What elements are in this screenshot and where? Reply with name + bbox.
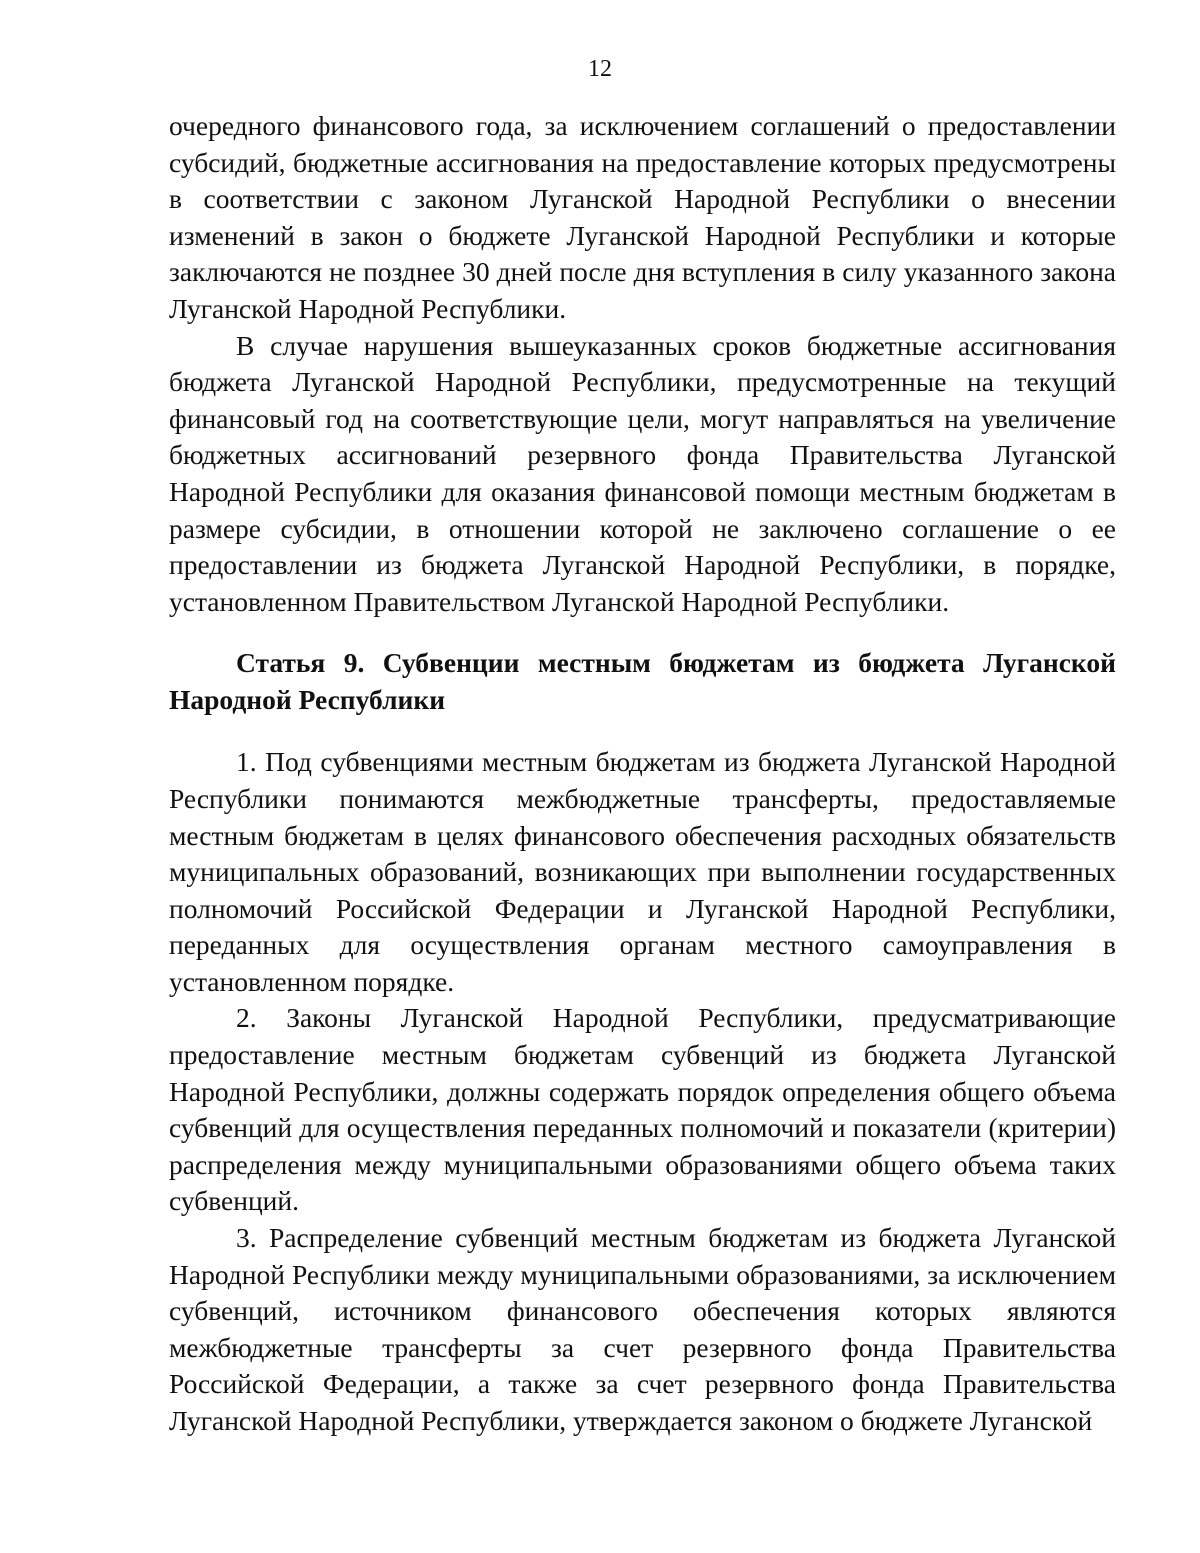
paragraph-article-9-item-2: 2. Законы Луганской Народной Республики, предусматривающие предоставление местным бюджетам субвенций из бюджета Луганской Народной Республики, должны содержать порядок определения общего объема субвенций для осуществления переданных полномочий и показатели (критерии) распределения между муниципальными образованиями общего объема таких субвенций. xyxy=(169,1002,1116,1217)
paragraph-continuation: очередного финансового года, за исключением соглашений о предоставлении субсидий, бюджетные ассигнования на предоставление которых предусмотрены в соответствии с законом Луганской Народной Республики о внесении изменений в закон о бюджете Луганской Народной Республики и которые заключаются не позднее 30 дней после дня вступления в силу указанного закона Луганской Народной Республики. xyxy=(169,110,1116,324)
document-body xyxy=(169,108,1116,1440)
paragraph-article-9-item-1: 1. Под субвенциями местным бюджетам из бюджета Луганской Народной Республики понимаются межбюджетные трансферты, предоставляемые местным бюджетам в целях финансового обеспечения расходных обязательств муниципальных образований, возникающих при выполнении государственных полномочий Российской Федерации и Луганской Народной Республики, переданных для осуществления органам местного самоуправления в установленном порядке. xyxy=(169,746,1116,997)
page-number: 12 xyxy=(588,56,612,82)
article-9-heading: Статья 9. Субвенции местным бюджетам из бюджета Луганской Народной Республики xyxy=(169,647,1116,716)
paragraph-budget-violation: В случае нарушения вышеуказанных сроков бюджетные ассигнования бюджета Луганской Народной Республики, предусмотренные на текущий финансовый год на соответствующие цели, могут направляться на увеличение бюджетных ассигнований резервного фонда Правительства Луганской Народной Республики для оказания финансовой помощи местным бюджетам в размере субсидии, в отношении которой не заключено соглашение о ее предоставлении из бюджета Луганской Народной Республики, в порядке, установленном Правительством Луганской Народной Республики. xyxy=(169,329,1116,617)
paragraph-article-9-item-3: 3. Распределение субвенций местным бюджетам из бюджета Луганской Народной Республики между муниципальными образованиями, за исключением субвенций, источником финансового обеспечения которых являются межбюджетные трансферты за счет резервного фонда Правительства Российской Федерации, а также за счет резервного фонда Правительства Луганской Народной Республики, утверждается законом о бюджете Луганской xyxy=(169,1222,1116,1436)
